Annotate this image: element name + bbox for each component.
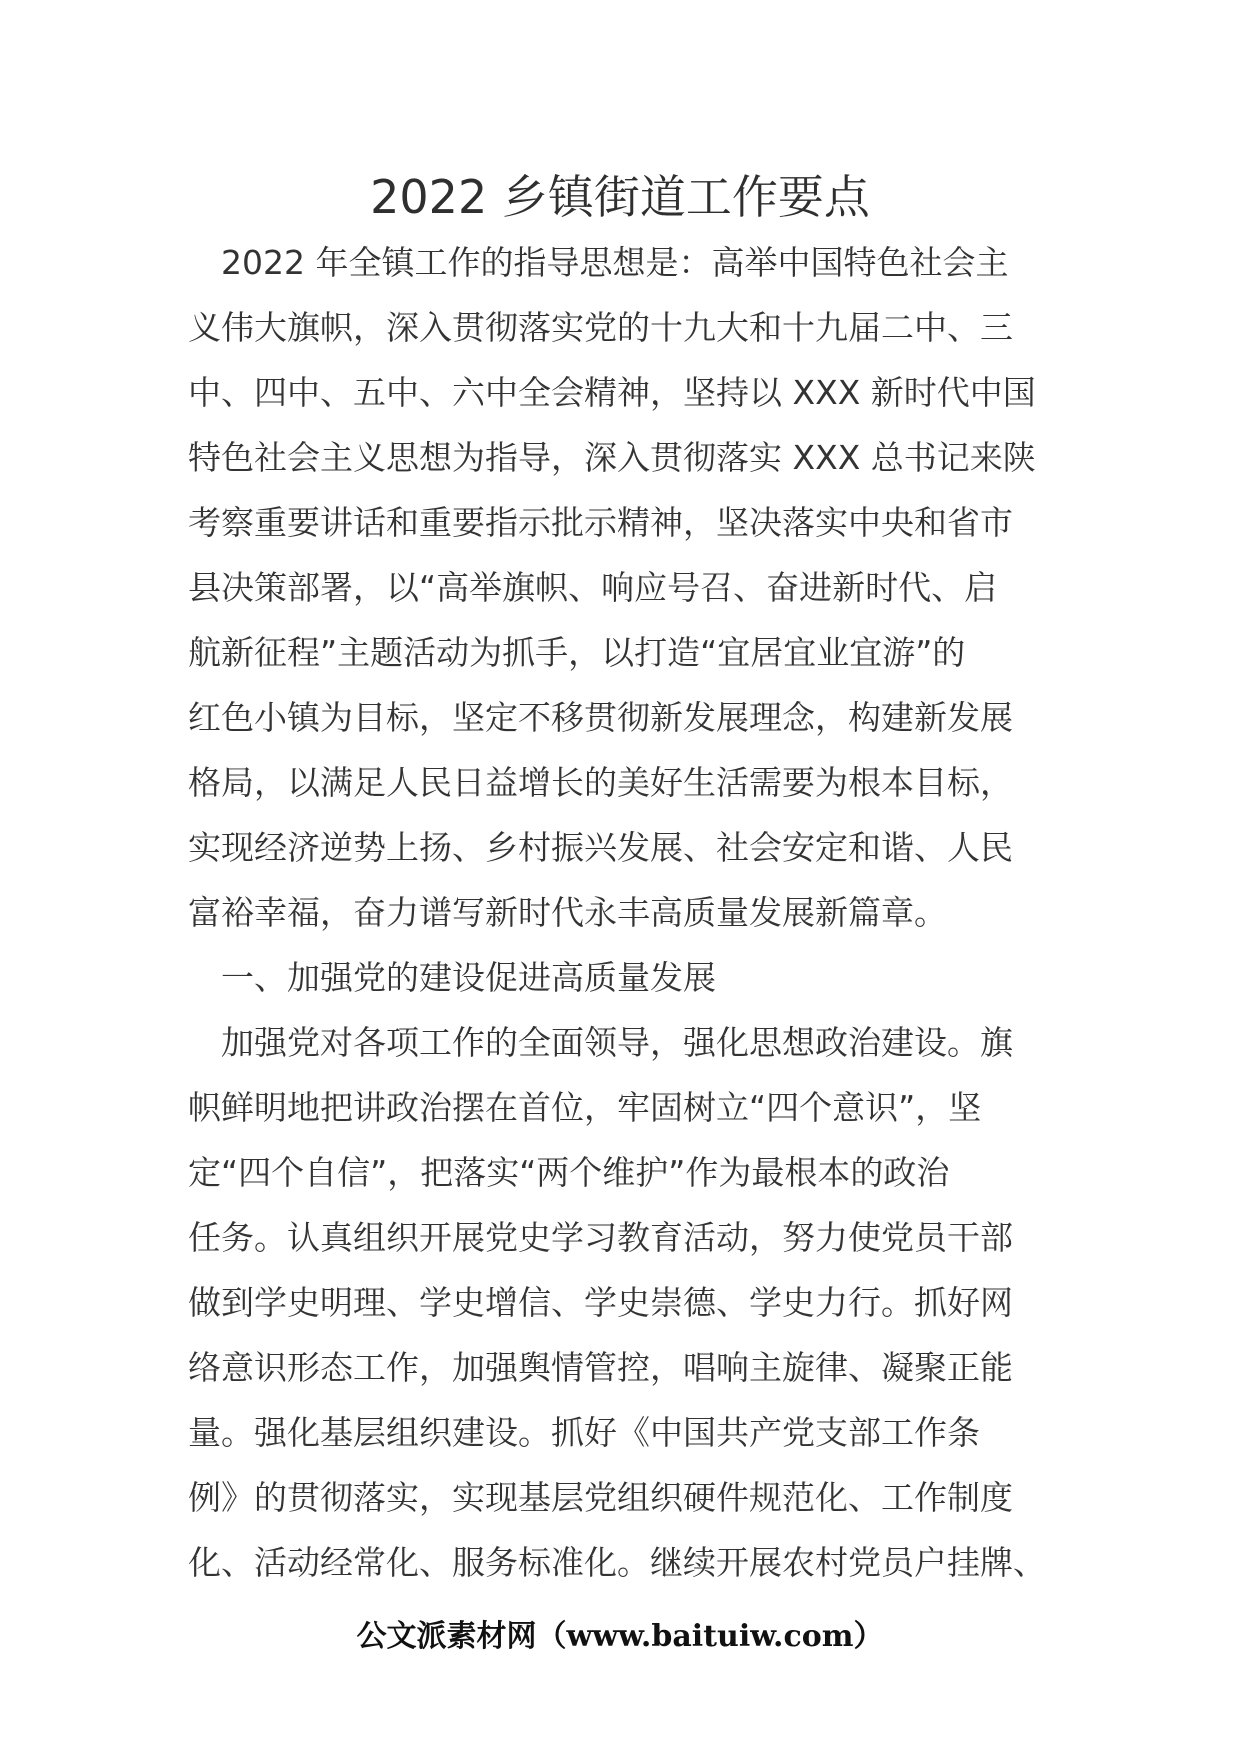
body-line: 做到学史明理、学史增信、学史崇德、学史力行。抓好网	[188, 1283, 1013, 1322]
body-line: 特色社会主义思想为指导，深入贯彻落实 XXX 总书记来陕	[188, 438, 1036, 477]
body-line: 例》的贯彻落实，实现基层党组织硬件规范化、工作制度	[188, 1478, 1013, 1517]
body-line: 航新征程”主题活动为抓手，以打造“宜居宜业宜游”的	[188, 633, 966, 672]
body-line: 考察重要讲话和重要指示批示精神，坚决落实中央和省市	[188, 503, 1013, 542]
footer-watermark: 公文派素材网（www.baituiw.com）	[356, 1619, 884, 1654]
body-line: 帜鲜明地把讲政治摆在首位，牢固树立“四个意识”，坚	[188, 1088, 982, 1127]
body-line: 红色小镇为目标，坚定不移贯彻新发展理念，构建新发展	[188, 698, 1013, 737]
body-line: 任务。认真组织开展党史学习教育活动，努力使党员干部	[188, 1218, 1013, 1257]
body-line: 定“四个自信”，把落实“两个维护”作为最根本的政治	[188, 1153, 950, 1192]
body-line: 中、四中、五中、六中全会精神，坚持以 XXX 新时代中国	[188, 373, 1036, 412]
body-line: 加强党对各项工作的全面领导，强化思想政治建设。旗	[188, 1023, 1013, 1062]
body-line: 义伟大旗帜，深入贯彻落实党的十九大和十九届二中、三	[188, 308, 1013, 347]
body-line: 实现经济逆势上扬、乡村振兴发展、社会安定和谐、人民	[188, 828, 1013, 867]
body-line: 2022 年全镇工作的指导思想是：高举中国特色社会主	[188, 243, 1009, 282]
body-line: 格局，以满足人民日益增长的美好生活需要为根本目标，	[188, 763, 1013, 802]
section-heading: 一、加强党的建设促进高质量发展	[188, 958, 716, 997]
document-body	[188, 230, 1048, 1595]
body-line: 富裕幸福，奋力谱写新时代永丰高质量发展新篇章。	[188, 893, 947, 932]
body-line: 量。强化基层组织建设。抓好《中国共产党支部工作条	[188, 1413, 980, 1452]
body-line: 络意识形态工作，加强舆情管控，唱响主旋律、凝聚正能	[188, 1348, 1013, 1387]
body-line: 化、活动经常化、服务标准化。继续开展农村党员户挂牌、	[188, 1543, 1046, 1582]
document-title: 2022 乡镇街道工作要点	[370, 170, 870, 224]
body-line: 县决策部署，以“高举旗帜、响应号召、奋进新时代、启	[188, 568, 998, 607]
